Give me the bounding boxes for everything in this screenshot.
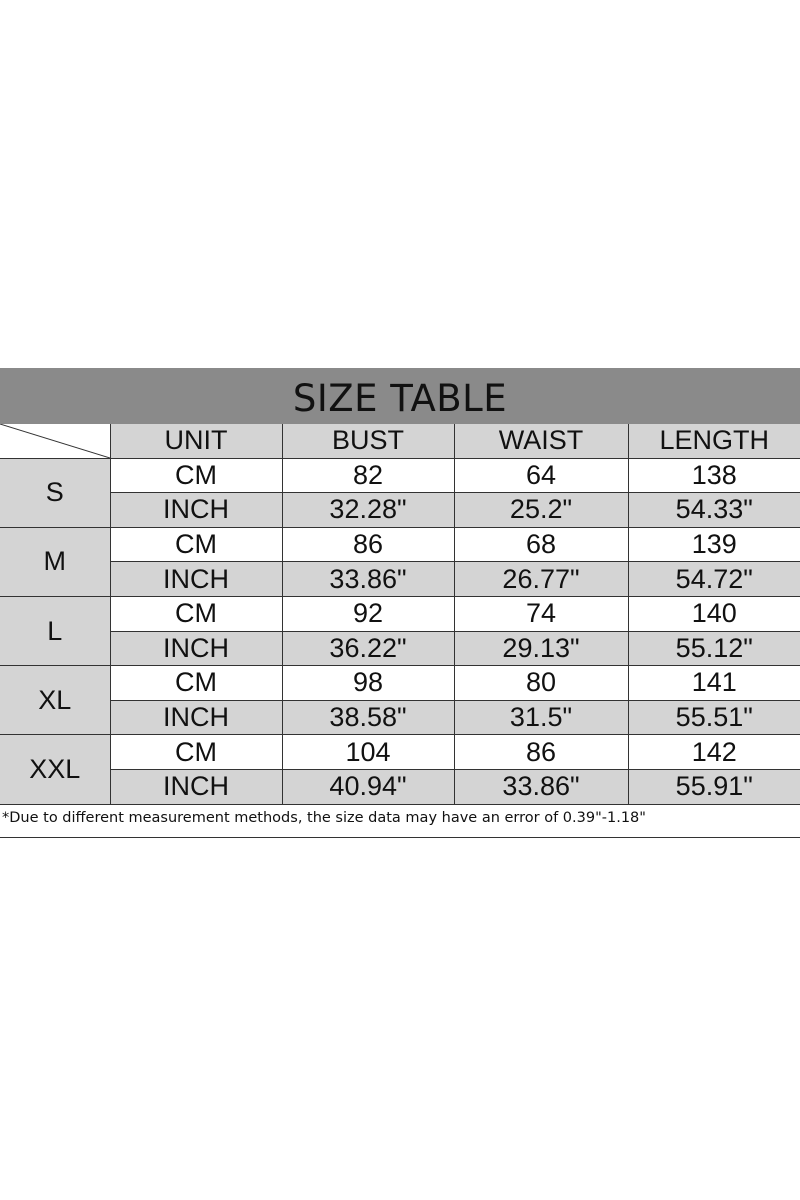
header-length: LENGTH xyxy=(628,424,800,458)
unit-cell: CM xyxy=(110,666,282,701)
unit-cell: INCH xyxy=(110,700,282,735)
size-table xyxy=(0,424,800,805)
unit-cell: INCH xyxy=(110,493,282,528)
table-row xyxy=(0,769,800,804)
bust-cell: 32.28" xyxy=(282,493,454,528)
length-cell: 54.72" xyxy=(628,562,800,597)
length-cell: 55.51" xyxy=(628,700,800,735)
unit-cell: INCH xyxy=(110,631,282,666)
length-cell: 139 xyxy=(628,527,800,562)
unit-cell: CM xyxy=(110,458,282,493)
unit-cell: CM xyxy=(110,527,282,562)
waist-cell: 74 xyxy=(454,596,628,631)
length-cell: 142 xyxy=(628,735,800,770)
table-row xyxy=(0,562,800,597)
corner-cell xyxy=(0,424,110,458)
waist-cell: 86 xyxy=(454,735,628,770)
header-unit: UNIT xyxy=(110,424,282,458)
length-cell: 140 xyxy=(628,596,800,631)
measurement-note: *Due to different measurement methods, the size data may have an error of 0.39"-1.18" xyxy=(0,806,800,838)
size-label: M xyxy=(0,527,110,596)
size-label: S xyxy=(0,458,110,527)
length-cell: 141 xyxy=(628,666,800,701)
table-row xyxy=(0,666,800,701)
bust-cell: 92 xyxy=(282,596,454,631)
length-cell: 55.91" xyxy=(628,769,800,804)
waist-cell: 33.86" xyxy=(454,769,628,804)
waist-cell: 31.5" xyxy=(454,700,628,735)
waist-cell: 29.13" xyxy=(454,631,628,666)
waist-cell: 64 xyxy=(454,458,628,493)
size-label: XL xyxy=(0,666,110,735)
table-title: SIZE TABLE xyxy=(292,376,508,420)
unit-cell: INCH xyxy=(110,562,282,597)
bust-cell: 38.58" xyxy=(282,700,454,735)
table-row xyxy=(0,458,800,493)
title-banner xyxy=(0,368,800,424)
bust-cell: 86 xyxy=(282,527,454,562)
header-row xyxy=(0,424,800,458)
unit-cell: CM xyxy=(110,596,282,631)
waist-cell: 26.77" xyxy=(454,562,628,597)
size-label: XXL xyxy=(0,735,110,804)
length-cell: 138 xyxy=(628,458,800,493)
size-label: L xyxy=(0,596,110,665)
diagonal-line-icon xyxy=(0,424,110,458)
bust-cell: 82 xyxy=(282,458,454,493)
table-row xyxy=(0,527,800,562)
header-bust: BUST xyxy=(282,424,454,458)
bust-cell: 40.94" xyxy=(282,769,454,804)
waist-cell: 68 xyxy=(454,527,628,562)
table-row xyxy=(0,596,800,631)
waist-cell: 25.2" xyxy=(454,493,628,528)
length-cell: 54.33" xyxy=(628,493,800,528)
unit-cell: CM xyxy=(110,735,282,770)
bust-cell: 33.86" xyxy=(282,562,454,597)
unit-cell: INCH xyxy=(110,769,282,804)
waist-cell: 80 xyxy=(454,666,628,701)
length-cell: 55.12" xyxy=(628,631,800,666)
table-row xyxy=(0,493,800,528)
header-waist: WAIST xyxy=(454,424,628,458)
bust-cell: 36.22" xyxy=(282,631,454,666)
table-row xyxy=(0,735,800,770)
bust-cell: 98 xyxy=(282,666,454,701)
bust-cell: 104 xyxy=(282,735,454,770)
table-row xyxy=(0,700,800,735)
table-row xyxy=(0,631,800,666)
